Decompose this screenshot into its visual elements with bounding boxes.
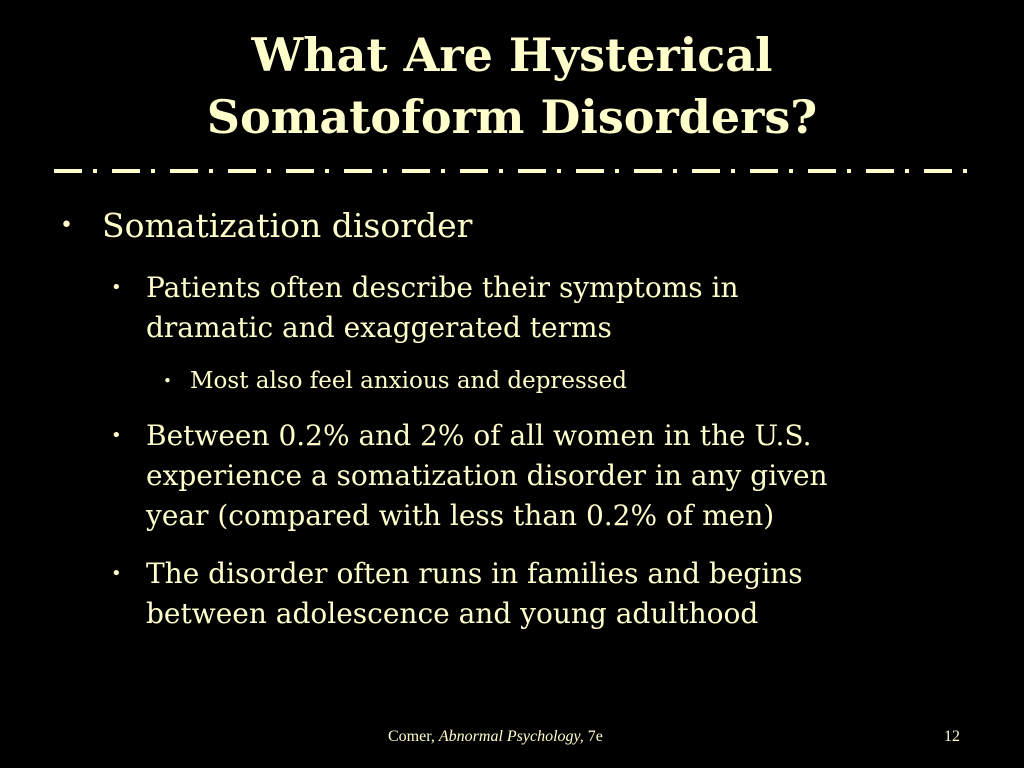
bullet-text: Somatization disorder: [102, 206, 473, 245]
bullet-anxious-depressed: [163, 365, 627, 397]
bullet-text-line-2: between adolescence and young adulthood: [146, 597, 759, 630]
slide-title: [0, 24, 1024, 148]
bullet-text-line-1: Patients often describe their symptoms in: [146, 271, 739, 304]
title-line-1: What Are Hysterical: [251, 28, 773, 82]
bullet-runs-in-families: [111, 554, 803, 634]
bullet-text-line-1: The disorder often runs in families and begins: [146, 557, 803, 590]
bullet-text-line-3: year (compared with less than 0.2% of men): [146, 499, 775, 532]
bullet-text-line-2: dramatic and exaggerated terms: [146, 311, 612, 344]
bullet-icon: •: [111, 563, 122, 584]
footer-citation: [388, 728, 603, 746]
footer-book-title: Abnormal Psychology,: [438, 728, 584, 745]
bullet-icon: •: [163, 372, 172, 390]
bullet-icon: •: [111, 425, 122, 446]
title-divider: [54, 166, 970, 176]
page-number: 12: [944, 728, 960, 745]
bullet-icon: •: [111, 277, 122, 298]
bullet-text: Most also feel anxious and depressed: [190, 368, 627, 394]
bullet-prevalence: [111, 416, 828, 536]
footer-edition: 7e: [587, 728, 603, 745]
bullet-text-line-1: Between 0.2% and 2% of all women in the U.S.: [146, 419, 812, 452]
bullet-text-line-2: experience a somatization disorder in any given: [146, 459, 828, 492]
bullet-icon: •: [60, 213, 73, 238]
footer-author: Comer,: [388, 728, 435, 745]
bullet-patients-describe: [111, 268, 739, 348]
title-line-2: Somatoform Disorders?: [206, 90, 818, 144]
